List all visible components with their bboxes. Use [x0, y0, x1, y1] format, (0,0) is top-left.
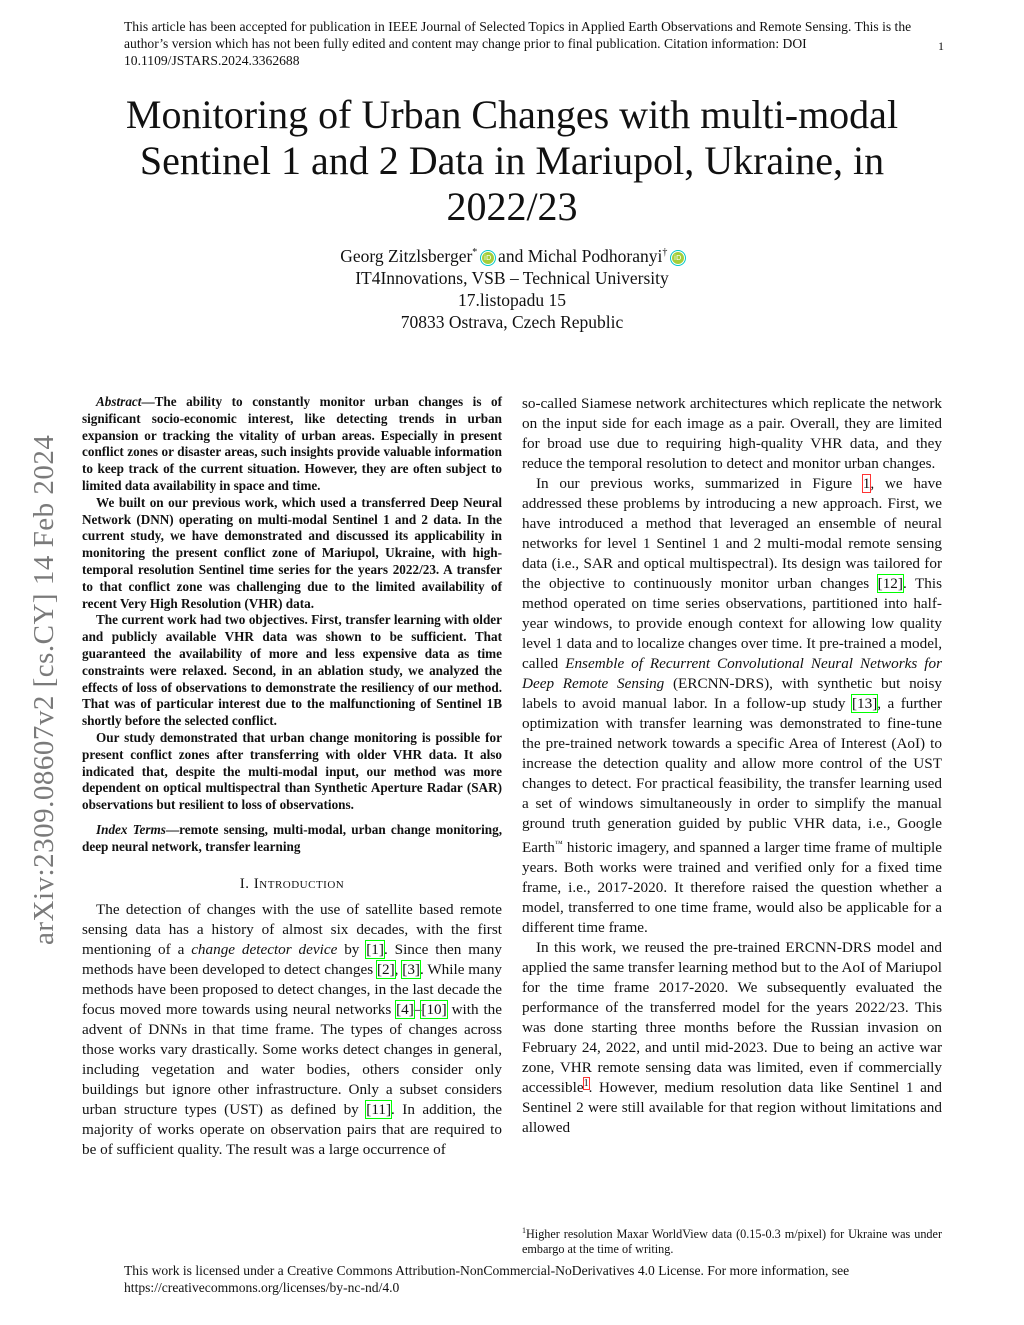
- abstract: [82, 394, 502, 814]
- abstract-paragraph: Our study demonstrated that urban change monitoring is possible for present conflict zones after transferring with older VHR data. It also indicated that, despite the multi-modal input, our method was more dependent on optical multispectral than Synthetic Aperture Radar (SAR) observations but resilient to loss of observations.: [82, 729, 502, 813]
- arxiv-identifier: arXiv:2309.08607v2 [cs.CY] 14 Feb 2024: [28, 434, 60, 945]
- body-paragraph: In this work, we reused the pre-trained ERCNN-DRS model and applied the same transfer learning method but to the AoI of Mariupol for the time frame 2017-2020. We subsequently evaluated the performance of the transferred model for the years 2022/23. This was done starting three months before the Russian invasion on February 24, 2022, and until mid-2023. Due to being an active war zone, VHR remote sensing data was limited, even if commercially accessible$^1$. However, medium resolution data like Sentinel 1 and Sentinel 2 were still available for that region without limitations and allowed: [522, 939, 942, 1137]
- footnote: [522, 1223, 942, 1257]
- footnote-text: Higher resolution Maxar WorldView data (0.15-0.3 m/pixel) for Ukraine was under embargo at the time of writing.: [522, 1227, 942, 1257]
- abstract-paragraph: Abstract—The ability to constantly monitor urban changes is of significant socio-economic interest, like detecting trends in urban expansion or tracking the vitality of urban areas. Especially in present conflict zones or disaster areas, such insights provide valuable information to keep track of the current situation. However, they are often subject to limited data availability in space and time.: [82, 394, 502, 493]
- affiliation-line: IT4Innovations, VSB – Technical University: [355, 267, 669, 288]
- right-column: [522, 394, 942, 1138]
- body-paragraph: The detection of changes with the use of satellite based remote sensing data has a history of almost six decades, with the first mentioning of a change detector device by [1]. Since then many methods have been developed to detect changes [2], [3]. While many methods have been proposed to detect changes, in the last decade the focus moved more towards using neural networks [4]–[10] with the advent of DNNs in that time frame. The types of changes across those works vary drastically. Some works detect changes in general, including vegetation and water bodies, others consider only buildings but ignore other infrastructure. Only a subset considers urban structure types (UST) as defined by [11]. In addition, the majority of works operate on observation pairs that are required to be of sufficient quality. The result was a large occurrence of: [82, 900, 503, 1158]
- affiliation-line: 70833 Ostrava, Czech Republic: [400, 311, 624, 332]
- citation-link[interactable]: [2]: [376, 960, 395, 978]
- orcid-icon[interactable]: iD: [482, 252, 494, 264]
- citation-link[interactable]: [1]: [366, 940, 384, 958]
- footnote-number: 1: [522, 1226, 526, 1235]
- orcid-icon[interactable]: iD: [672, 252, 684, 264]
- page-number: 1: [938, 39, 944, 53]
- citation-link[interactable]: [11]: [366, 1100, 392, 1118]
- citation-link[interactable]: [12]: [877, 575, 903, 592]
- citation-link[interactable]: [4]: [396, 1000, 414, 1018]
- figure-link[interactable]: 1: [862, 475, 871, 492]
- citation-link[interactable]: [10]: [421, 1000, 447, 1018]
- author-name: Michal Podhoranyi: [527, 245, 663, 266]
- author-line: [0, 242, 1024, 267]
- citation-link[interactable]: [13]: [851, 695, 878, 712]
- author-mark: †: [662, 247, 668, 258]
- abstract-label: Abstract: [96, 394, 142, 409]
- paper-title: Monitoring of Urban Changes with multi-modal Sentinel 1 and 2 Data in Mariupol, Ukraine, in 2022/23: [125, 92, 899, 229]
- citation-link[interactable]: [3]: [402, 960, 420, 978]
- index-terms: Index Terms—remote sensing, multi-modal, urban change monitoring, deep neural network, transfer learning: [82, 821, 502, 854]
- left-column: [82, 394, 502, 1160]
- author-name: Georg Zitzlsberger: [340, 245, 473, 266]
- publication-notice: This article has been accepted for publication in IEEE Journal of Selected Topics in Applied Earth Observations and Remote Sensing. This is the author’s version which has not been fully edited and content may change prior to final publication. Citation information: DOI 10.1109/JSTARS.2024.3362688: [124, 19, 912, 68]
- author-block: [0, 242, 1024, 333]
- author-mark: *: [472, 247, 478, 258]
- abstract-paragraph: The current work had two objectives. First, transfer learning with older and publicly available VHR data was shown to be sufficient. That guaranteed the availability of more and less expensive data as time constraints were relaxed. Second, in an ablation study, we analyzed the effects of loss of observations to demonstrate the resiliency of our method. That was of particular interest due to the malfunctioning of Sentinel 1B shortly before the selected conflict.: [82, 612, 502, 729]
- section-heading: I. Introduction: [239, 875, 345, 892]
- author-conjunction: and: [498, 245, 524, 266]
- body-paragraph-continued: so-called Siamese network architectures which replicate the network on the input side for each image as a pair. Overall, they are limited for broad use due to requiring high-quality VHR data, and they reduce the temporal resolution to detect and monitor urban changes.: [522, 395, 942, 472]
- license-notice: This work is licensed under a Creative Commons Attribution-NonCommercial-NoDerivatives 4.0 License. For more information, see https://creativecommons.org/licenses/by-nc-nd/4.0: [124, 1263, 850, 1295]
- body-paragraph: In our previous works, summarized in Figure 1, we have addressed these problems by introducing a new approach. First, we have introduced a method that leveraged an ensemble of neural networks for level 1 Sentinel 1 and 2 multi-modal remote sensing data (i.e., SAR and optical multispectral). Its design was tailored for the objective to continuously monitor urban changes [12]. This method operated on time series observations, partitioned into half-year windows, to provide enough context for allowing low quality level 1 data and to localize changes over time. It pre-trained a model, called Ensemble of Recurrent Convolutional Neural Networks for Deep Remote Sensing (ERCNN-DRS), with synthetic but noisy labels to avoid manual labor. In a follow-up study [13], a further optimization with transfer learning was demonstrated to fine-tune the pre-trained network towards a specific Area of Interest (AoI) to increase the detection quality and allow more control of the UST changes to detect. For practical feasibility, the transfer learning used a set of windows simultaneously in order to simplify the manual ground truth generation guided by public VHR data, i.e., Google Earth™ historic imagery, and spanned a larger time frame of multiple years. Both works were trained and verified only for a fixed time frame, i.e., 2017-2020. It therefore raised the question whether a model, transferred to one time frame, would also be applicable for a different time frame.: [522, 475, 943, 937]
- abstract-paragraph: We built on our previous work, which used a transferred Deep Neural Network (DNN) operating on multi-modal Sentinel 1 and 2 data. In the current study, we have demonstrated and discussed its applicability in monitoring the present conflict zone of Mariupol, Ukraine, with high-temporal resolution Sentinel time series for the years 2022/23. A transfer to that conflict zone was challenging due to the limited availability of recent Very High Resolution (VHR) data.: [82, 494, 502, 611]
- index-terms-label: Index Terms: [96, 821, 166, 837]
- footnote-link[interactable]: 1: [583, 1078, 589, 1089]
- trademark-symbol: ™: [554, 839, 563, 848]
- affiliation-line: 17.listopadu 15: [458, 289, 566, 310]
